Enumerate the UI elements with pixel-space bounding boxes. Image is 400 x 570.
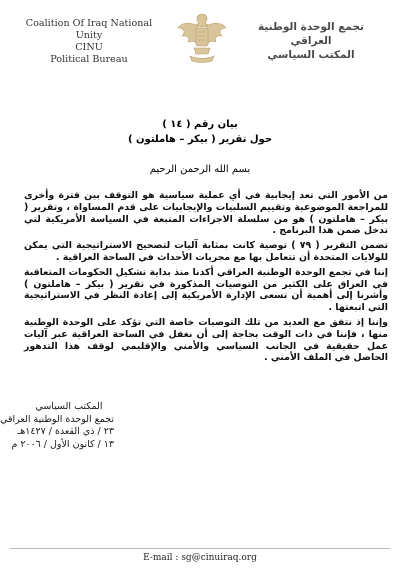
letterhead-english: [14, 18, 164, 66]
letterhead-arabic: [236, 20, 386, 62]
basmala: بسم الله الرحمن الرحيم: [149, 164, 251, 175]
paragraph-3: إننا في تجمع الوحدة الوطنية العراقي أكدنا منذ بداية تشكيل الحكومات المتعاقبة في العراق على الكثير من التوصيات المذكورة في تقرير ( بيكر – هاملتون ) وأشرنا إلى أهمية أن تسعى الإدارة الأمريكية إلى إعادة النظر في الاستراتيجية التي اتبعتها .: [24, 266, 388, 314]
letterhead-english-line-3: Political Bureau: [50, 54, 128, 65]
paragraph-4: وإننا إذ نتفق مع العديد من تلك التوصيات خاصة التي تؤكد على الوحدة الوطنية منها ، فإننا في ذات الوقت بحاجة إلى أن نغفل في الساحة العراقية عبر آليات عمل حقيقية في الجانب السياسي والأمني والإقليمي لوقف هذا التدهور الحاصل في الملف الأمني .: [24, 316, 388, 364]
footer-email: E-mail : sg@cinuiraq.org: [143, 553, 257, 563]
signature-line-1: المكتب السياسي: [35, 401, 103, 412]
eagle-emblem-icon: [176, 8, 228, 66]
statement-body: [24, 190, 388, 367]
footer-divider: [10, 548, 390, 549]
paragraph-2: تضمن التقرير ( ٧٩ ) توصية كانت بمثابة آليات لتصحيح الاستراتيجية التي يمكن للولايات المتحدة أن تتعامل بها مع مجريات الأحداث في الساحة العراقية .: [24, 240, 388, 263]
letterhead-english-line-1: Coalition Of Iraq National Unity: [25, 18, 153, 41]
statement-number: بيان رقم ( ١٤ ): [162, 119, 238, 130]
paragraph-1: من الأمور التي تعد إيجابية في أي عملية سياسية هو التوقف بين فترة وأخرى للمراجعة الموضوعية وتقييم السلبيات والإيجابيات على قدم المساواة ، وتقرير ( بيكر – هاملتون ) هو من سلسلة الاجراءات المتبعة في السياسة الأمريكية لتي تدخل ضمن هذا البرنامج .: [24, 190, 388, 237]
letterhead-english-line-2: CINU: [75, 42, 103, 53]
signature-line-4: ١٣ / كانون الأول / ٢٠٠٦ م: [11, 438, 114, 450]
statement-subject: حول تقرير ( بيكر – هاملتون ): [127, 134, 273, 145]
letterhead-arabic-line-2: المكتب السياسي: [267, 49, 355, 61]
letterhead-arabic-line-1: تجمع الوحدة الوطنية العراقي: [258, 21, 364, 47]
signature-line-2: تجمع الوحدة الوطنية العراقي: [0, 413, 114, 425]
signature-block: [0, 401, 114, 451]
signature-line-3: ٢٣ / ذي القعدة / ١٤٢٧هـ: [17, 426, 114, 437]
